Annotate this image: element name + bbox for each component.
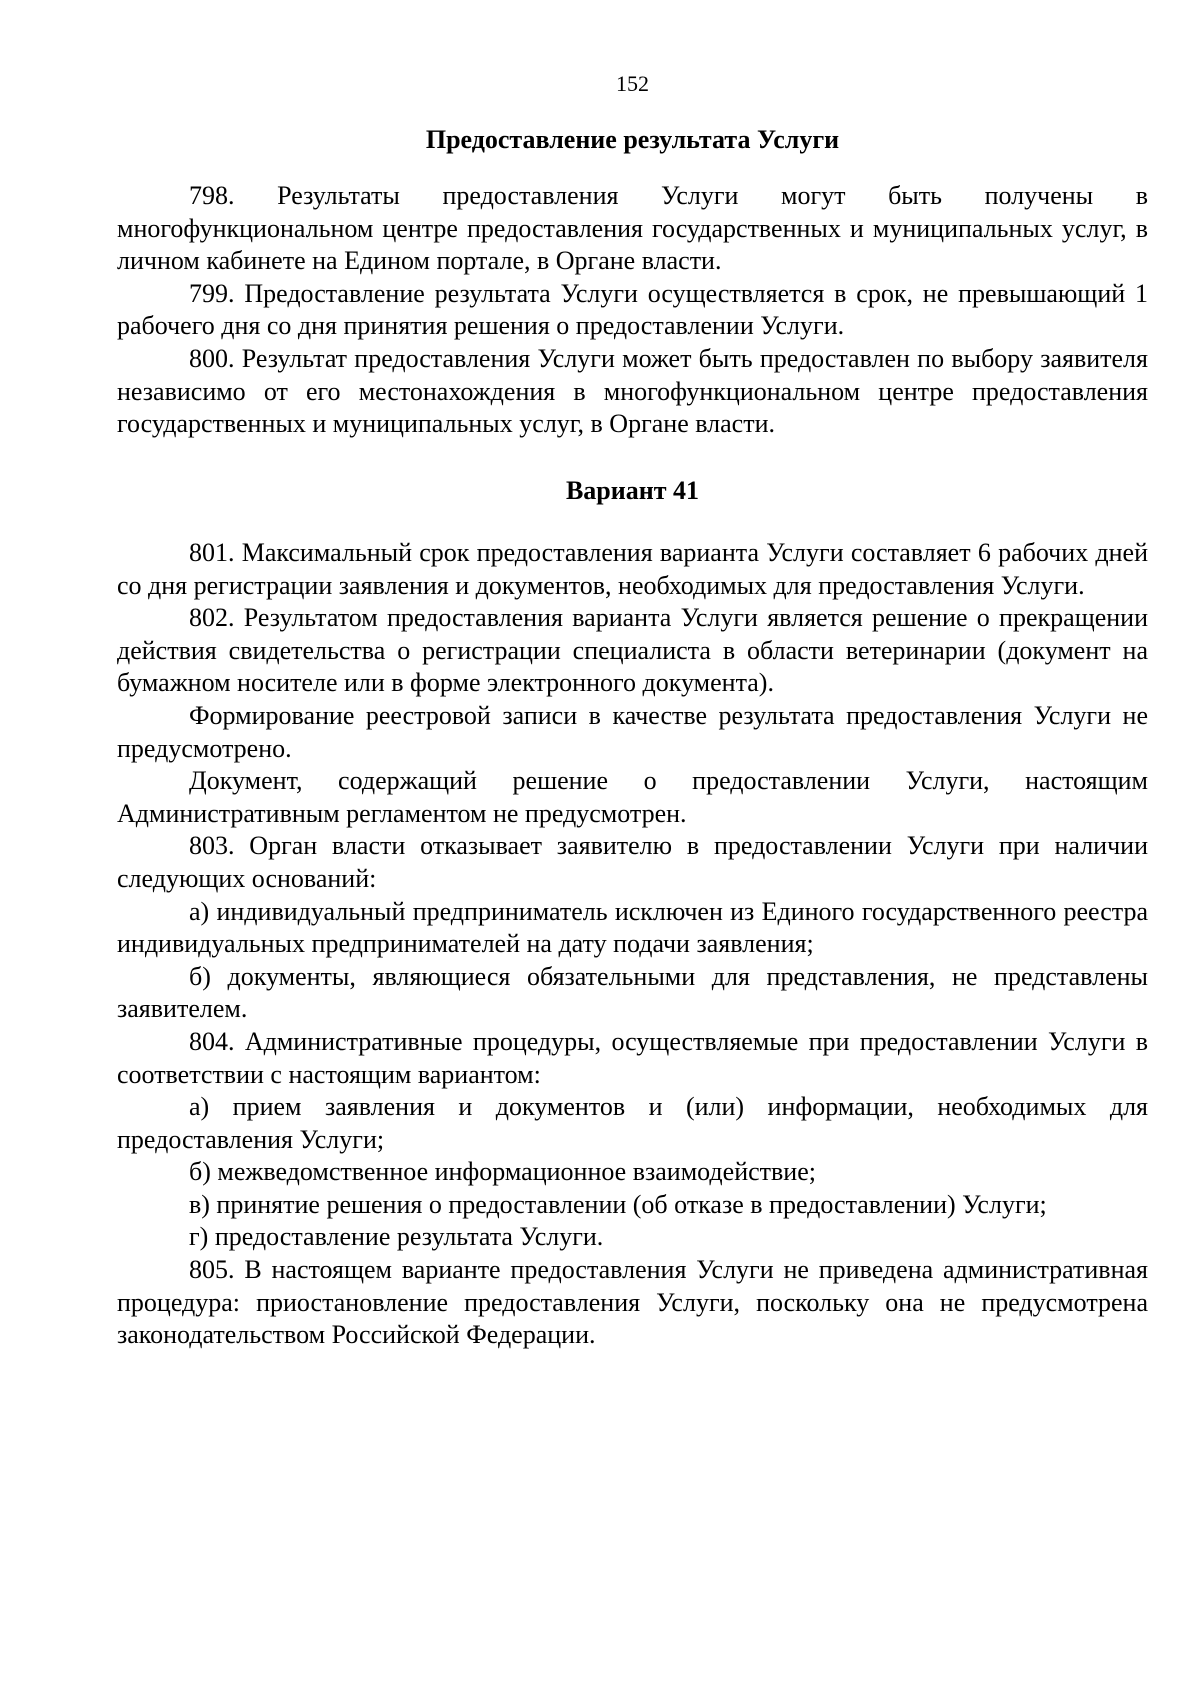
paragraph-804: 804. Административные процедуры, осуществляемые при предоставлении Услуги в соответствии с настоящим вариантом: [117, 1026, 1148, 1089]
paragraph-registry-record: Формирование реестровой записи в качестве результата предоставления Услуги не предусмотрено. [117, 700, 1148, 763]
list-item-804-g: г) предоставление результата Услуги. [189, 1222, 604, 1252]
section-title-result: Предоставление результата Услуги [425, 125, 840, 154]
paragraph-801: 801. Максимальный срок предоставления варианта Услуги составляет 6 рабочих дней со дня регистрации заявления и документов, необходимых для предоставления Услуги. [117, 538, 1148, 600]
list-item-804-b: б) межведомственное информационное взаимодействие; [189, 1157, 816, 1187]
list-item-803-a: а) индивидуальный предприниматель исключен из Единого государственного реестра индивидуальных предпринимателей на дату подачи заявления; [117, 896, 1148, 959]
paragraph-803: 803. Орган власти отказывает заявителю в предоставлении Услуги при наличии следующих оснований: [117, 831, 1148, 893]
list-item-804-a: а) прием заявления и документов и (или) информации, необходимых для предоставления Услуги; [117, 1092, 1148, 1154]
paragraph-800: 800. Результат предоставления Услуги может быть предоставлен по выбору заявителя независимо от его местонахождения в многофункциональном центре предоставления государственных и муниципальных услуг, в Органе власти. [117, 343, 1148, 439]
list-item-804-v: в) принятие решения о предоставлении (об отказе в предоставлении) Услуги; [189, 1189, 1047, 1219]
paragraph-799: 799. Предоставление результата Услуги осуществляется в срок, не превышающий 1 рабочего дня со дня принятия решения о предоставлении Услуги. [117, 278, 1148, 341]
section-title-variant: Вариант 41 [565, 476, 700, 505]
section-variant-body [117, 537, 1148, 1352]
paragraph-decision-document: Документ, содержащий решение о предоставлении Услуги, настоящим Административным регламентом не предусмотрен. [117, 766, 1148, 828]
page-number: 152 [616, 71, 649, 96]
section-result-body [117, 180, 1148, 441]
list-item-803-b: б) документы, являющиеся обязательными для представления, не представлены заявителем. [117, 961, 1148, 1024]
paragraph-798: 798. Результаты предоставления Услуги могут быть получены в многофункциональном центре предоставления государственных и муниципальных услуг, в личном кабинете на Едином портале, в Органе власти. [117, 181, 1148, 276]
paragraph-805: 805. В настоящем варианте предоставления Услуги не приведена административная процедура: приостановление предоставления Услуги, поскольку она не предусмотрена законодательством Российской Федерации. [117, 1255, 1148, 1350]
paragraph-802: 802. Результатом предоставления варианта Услуги является решение о прекращении действия свидетельства о регистрации специалиста в области ветеринарии (документ на бумажном носителе или в форме электронного документа). [117, 603, 1148, 698]
